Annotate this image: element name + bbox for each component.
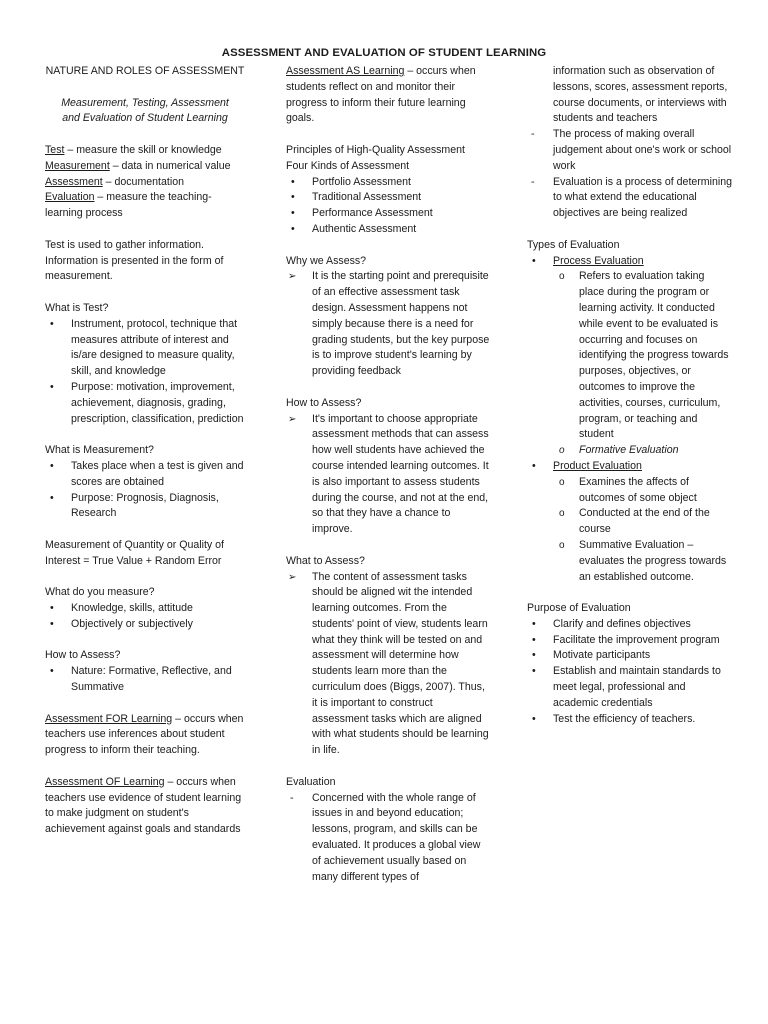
test-intro: Test is used to gather information. Information is presented in the form of measurement.	[45, 238, 224, 283]
definition-measurement	[45, 159, 245, 175]
bullet-list	[45, 317, 245, 428]
question-heading: How to Assess?	[286, 396, 362, 409]
list-item: • Establish and maintain standards to meet legal, professional and academic credentials	[527, 664, 732, 711]
product-evaluation-label: • Product Evaluation	[527, 459, 732, 475]
bullet-list	[527, 254, 732, 270]
question-heading: Why we Assess?	[286, 254, 367, 267]
list-item: • Test the efficiency of teachers.	[527, 712, 732, 728]
sub-list	[553, 475, 732, 586]
term: Test	[45, 143, 65, 156]
question-heading: How to Assess?	[45, 649, 121, 662]
question-heading: What to Assess?	[286, 554, 365, 567]
assessment-for-learning	[45, 712, 245, 759]
definition: – measure the teaching-learning process	[45, 191, 212, 220]
definition: – documentation	[102, 175, 184, 188]
document-title: ASSESSMENT AND EVALUATION OF STUDENT LEARNING	[221, 47, 547, 59]
definition-evaluation	[45, 190, 245, 222]
assessment-of-learning	[45, 775, 245, 838]
list-item: ➢ It is the starting point and prerequisite of an effective assessment task design. Assessment happens not simply because there is a need for grading students, but the key purpose is to improve student's learning by providing feedback	[286, 269, 491, 380]
definition: – occurs when teachers use evidence of student learning to make judgment on student's achievement against goals and standards	[45, 775, 242, 836]
sub-list	[553, 269, 732, 459]
evaluation-heading: Evaluation	[286, 775, 336, 788]
term: Evaluation	[45, 191, 95, 204]
list-item: ➢ The content of assessment tasks should be aligned wit the intended learning outcomes. From the students' point of view, students learn what they think will be tested on and assessment will determine how students learn more than the curriculum does (Biggs, 2007). Thus, it is important to construct assessment tasks which are aligned with what students should be learning in life.	[286, 570, 491, 760]
four-kinds-heading: Four Kinds of Assessment	[286, 159, 410, 172]
list-item: • Purpose: motivation, improvement, achievement, diagnosis, grading, prescription, classification, prediction	[45, 380, 245, 427]
principles-heading: Principles of High-Quality Assessment	[286, 143, 465, 156]
definition: – occurs when teachers use inferences about student progress to inform their teaching.	[45, 712, 244, 757]
list-item: • Takes place when a test is given and scores are obtained	[45, 459, 245, 491]
list-item: - Concerned with the whole range of issues in and beyond education; lessons, program, and skills can be evaluated. It produces a global view of achievement usually based on many different types of	[286, 791, 491, 886]
list-item: • Motivate participants	[527, 648, 732, 664]
types-heading: Types of Evaluation	[527, 238, 620, 251]
column-3	[527, 64, 732, 727]
column-1	[45, 64, 245, 838]
term: Measurement	[45, 159, 110, 172]
list-item: - The process of making overall judgement about one's work or school work	[527, 127, 732, 174]
list-item: • Purpose: Prognosis, Diagnosis, Research	[45, 491, 245, 523]
list-item-continued: information such as observation of lessons, scores, assessment reports, course documents, or interviews with students and teachers	[553, 65, 728, 125]
list-item: • Clarify and defines objectives	[527, 617, 732, 633]
dash-list	[286, 791, 491, 886]
list-item: • Knowledge, skills, attitude	[45, 601, 245, 617]
process-evaluation-label: • Process Evaluation	[527, 254, 732, 270]
question-heading: What is Test?	[45, 301, 109, 314]
question-heading: What is Measurement?	[45, 444, 154, 457]
definition: – data in numerical value	[109, 159, 231, 172]
bullet-list	[527, 617, 732, 728]
definition: – measure the skill or knowledge	[64, 143, 222, 156]
bullet-list	[286, 175, 491, 238]
list-item: • Authentic Assessment	[286, 222, 491, 238]
section-heading: NATURE AND ROLES OF ASSESSMENT	[45, 65, 245, 77]
term: Assessment OF Learning	[45, 775, 165, 788]
list-item: • Objectively or subjectively	[45, 617, 245, 633]
list-item: • Instrument, protocol, technique that measures attribute of interest and is/are designed to measure quality, skill, and knowledge	[45, 317, 245, 380]
bullet-list	[45, 664, 245, 696]
list-item: o Refers to evaluation taking place during the program or learning activity. It conducted while event to be evaluated is occurring and focuses on identifying the progress towards purposes, objectives, or outcomes to improve the activities, courses, curriculum, program, or teaching and student	[553, 269, 732, 443]
list-item: - Evaluation is a process of determining to what extend the educational objectives are being realized	[527, 175, 732, 222]
bullet-list	[527, 459, 732, 475]
arrow-list	[286, 412, 491, 538]
arrow-list	[286, 570, 491, 760]
assessment-as-learning	[286, 64, 491, 127]
subheading: Measurement, Testing, Assessment and Evaluation of Student Learning	[61, 96, 229, 125]
list-item: • Facilitate the improvement program	[527, 633, 732, 649]
list-item: o Summative Evaluation – evaluates the progress towards an established outcome.	[553, 538, 732, 585]
formula-text: Measurement of Quantity or Quality of Interest = True Value + Random Error	[45, 538, 224, 567]
definition: – occurs when students reflect on and monitor their progress to inform their future learning goals.	[286, 65, 476, 125]
term: Assessment AS Learning	[286, 65, 405, 77]
list-item: • Nature: Formative, Reflective, and Summative	[45, 664, 245, 696]
term: Assessment FOR Learning	[45, 712, 173, 725]
list-item: • Traditional Assessment	[286, 190, 491, 206]
dash-list	[527, 64, 732, 222]
list-item: o Formative Evaluation	[553, 443, 732, 459]
bullet-list	[45, 459, 245, 522]
question-heading: What do you measure?	[45, 586, 155, 599]
definition-assessment	[45, 175, 245, 191]
list-item: o Conducted at the end of the course	[553, 506, 732, 538]
list-item: o Examines the affects of outcomes of some object	[553, 475, 732, 507]
definition-test	[45, 143, 245, 159]
purpose-heading: Purpose of Evaluation	[527, 602, 631, 615]
column-2	[286, 64, 491, 885]
bullet-list	[45, 601, 245, 633]
list-item: ➢ It's important to choose appropriate assessment methods that can assess how well students have achieved the course intended learning outcomes. It is also important to assess students during the course, and not at the end, so that they have a chance to improve.	[286, 412, 491, 538]
list-item: • Portfolio Assessment	[286, 175, 491, 191]
arrow-list	[286, 269, 491, 380]
list-item: • Performance Assessment	[286, 206, 491, 222]
term: Assessment	[45, 175, 103, 188]
